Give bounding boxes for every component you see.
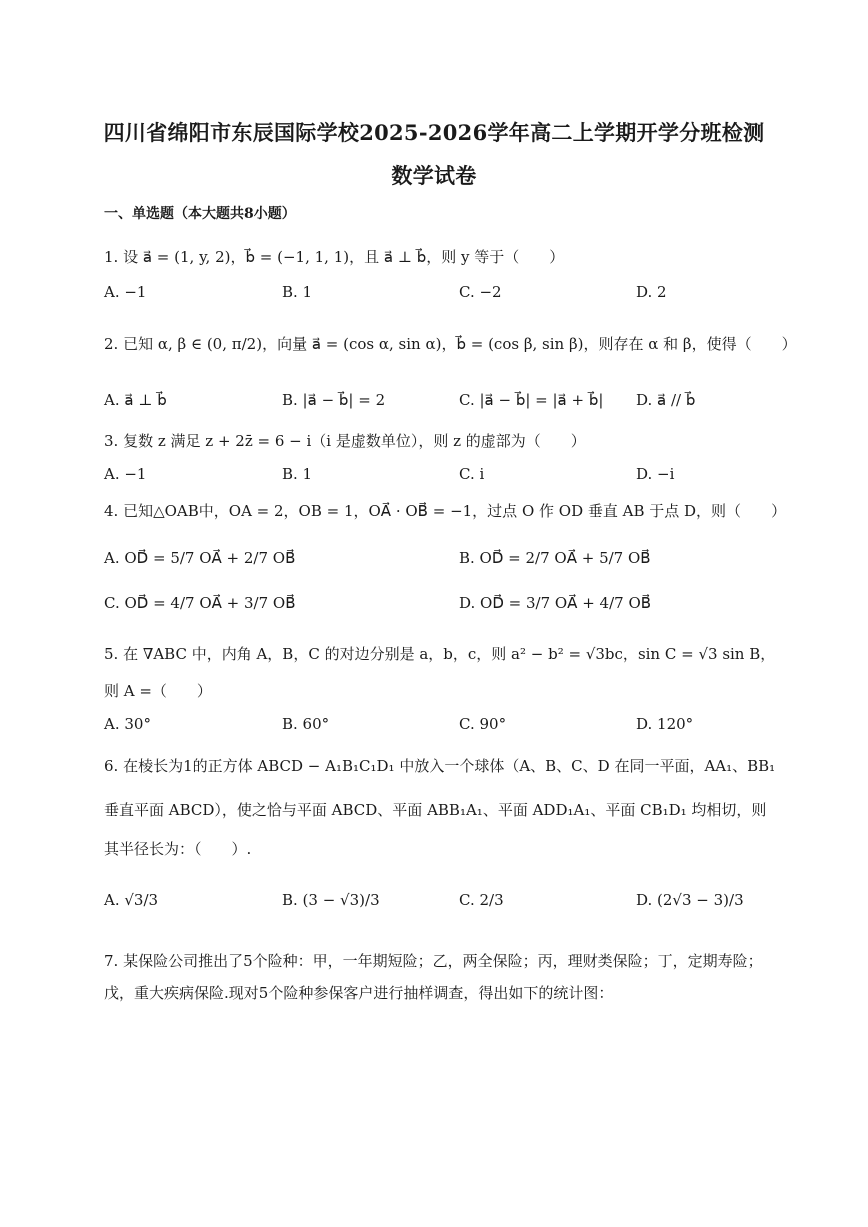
question-2-option-a: A. a⃗ ⊥ b⃗ [104,391,167,409]
question-5-option-a: A. 30° [104,715,151,733]
question-1-stem: 1. 设 a⃗ = (1, y, 2)，b⃗ = (−1, 1, 1)，且 a⃗ ⊥ b⃗，则 y 等于（ ） [104,248,565,266]
question-4-option-c: C. OD⃗ = 4/7 OA⃗ + 3/7 OB⃗ [104,594,296,612]
question-7-stem: 7. 某保险公司推出了5个险种：甲，一年期短险；乙，两全保险；丙，理财类保险；丁，定期寿险； [104,952,763,970]
question-4-option-b: B. OD⃗ = 2/7 OA⃗ + 5/7 OB⃗ [459,549,651,567]
question-4-option-a: A. OD⃗ = 5/7 OA⃗ + 2/7 OB⃗ [104,549,296,567]
question-4-option-d: D. OD⃗ = 3/7 OA⃗ + 4/7 OB⃗ [459,594,652,612]
question-6-option-d: D. (2√3 − 3)/3 [636,891,744,909]
page-title: 四川省绵阳市东辰国际学校2025-2026学年高二上学期开学分班检测 [103,120,765,145]
question-2-option-b: B. |a⃗ − b⃗| = 2 [282,391,386,409]
question-1-option-b: B. 1 [282,283,313,301]
question-5-option-c: C. 90° [459,715,507,733]
question-5-stem-line2: 则 A =（ ） [104,682,212,700]
question-2-option-d: D. a⃗ // b⃗ [636,391,696,409]
question-6-stem-line3: 其半径长为：（ ）. [104,840,252,858]
question-6-stem: 6. 在棱长为1的正方体 ABCD − A₁B₁C₁D₁ 中放入一个球体（A、B、C、D 在同一平面，AA₁、BB₁ [104,757,776,775]
question-1-option-a: A. −1 [104,283,147,301]
question-3-option-c: C. i [459,465,485,483]
question-6-option-c: C. 2/3 [459,891,504,909]
question-4-stem: 4. 已知△OAB中，OA = 2，OB = 1，OA⃗ · OB⃗ = −1，过点 O 作 OD 垂直 AB 于点 D，则（ ） [104,502,787,520]
question-7-stem-line2: 戊，重大疾病保险.现对5个险种参保客户进行抽样调查，得出如下的统计图： [104,984,614,1002]
question-3-stem: 3. 复数 z 满足 z + 2z̄ = 6 − i（i 是虚数单位），则 z 的虚部为（ ） [104,432,586,450]
question-6-option-b: B. (3 − √3)/3 [282,891,380,909]
question-5-option-b: B. 60° [282,715,330,733]
question-3-option-b: B. 1 [282,465,313,483]
question-3-option-a: A. −1 [104,465,147,483]
question-2-option-c: C. |a⃗ − b⃗| = |a⃗ + b⃗| [459,391,604,409]
question-1-option-d: D. 2 [636,283,667,301]
question-5-option-d: D. 120° [636,715,694,733]
section-heading: 一、单选题（本大题共8小题） [104,206,296,222]
question-6-stem-line2: 垂直平面 ABCD），使之恰与平面 ABCD、平面 ABB₁A₁、平面 ADD₁A₁、平面 CB₁D₁ 均相切，则 [104,801,767,819]
question-3-option-d: D. −i [636,465,675,483]
question-1-option-c: C. −2 [459,283,502,301]
question-6-option-a: A. √3/3 [104,891,159,909]
question-5-stem: 5. 在 ∇ABC 中，内角 A，B，C 的对边分别是 a，b，c，则 a² − b² = √3bc，sin C = √3 sin B， [104,645,776,663]
page-subtitle: 数学试卷 [391,163,477,188]
question-2-stem: 2. 已知 α, β ∈ (0, π/2)，向量 a⃗ = (cos α, sin α)，b⃗ = (cos β, sin β)，则存在 α 和 β，使得（ ） [104,335,797,353]
